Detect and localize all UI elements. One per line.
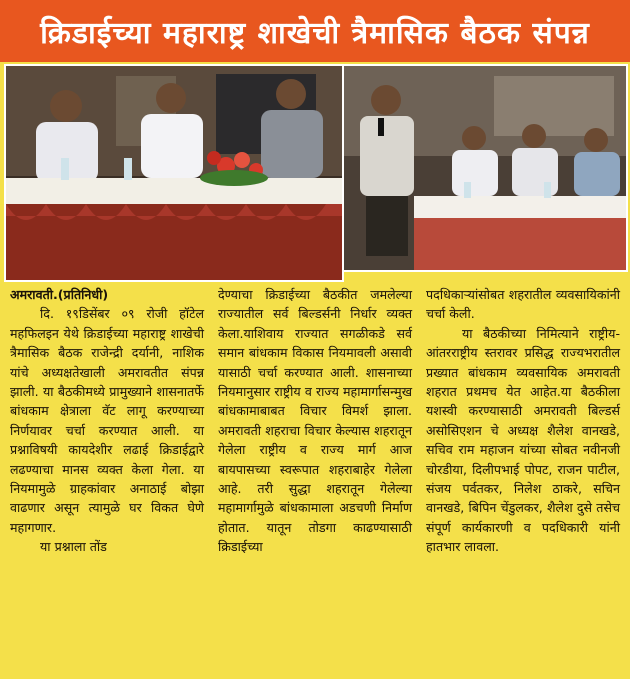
meeting-photo bbox=[4, 64, 344, 282]
article-body bbox=[10, 285, 622, 675]
article-column-3 bbox=[426, 285, 620, 675]
article-column-2 bbox=[218, 285, 412, 675]
headline-title: क्रिडाईच्या महाराष्ट्र शाखेची त्रैमासिक बैठक संपन्न bbox=[40, 15, 590, 51]
dateline: अमरावती.(प्रतिनिधी) bbox=[10, 287, 109, 302]
paragraph: पदधिकाऱ्यांसोबत शहरातील व्यवसायिकांनी चर्चा केली. bbox=[426, 287, 620, 322]
paragraph: या प्रश्नाला तोंड bbox=[40, 539, 107, 555]
paragraph: या बैठकीच्या निमित्याने राष्ट्रीय- आंतरराष्ट्रीय स्तरावर प्रसिद्ध राज्यभरातील प्रख्यात बांधकाम व्यवसायिक अमरावती शहरात प्रथमच येत आहेत.या बैठकीला यशस्वी करण्यासाठी अमरावती बिल्डर्स असोसिएशन चे अध्यक्ष शैलेश वानखडे, सचिव राम महाजन यांच्या सोबत नवीनजी चोरडीया, दिलीपभाई पोपट, राजन पाटील, संजय पर्वतकर, निलेश ठाकरे, सचिन वानखडे, बिपिन चेंडुलकर, शैलेश दुसे तसेच संपूर्ण कार्यकारणी व पदधिकारी यांनी हातभार लावला. bbox=[426, 325, 620, 555]
paragraph: दि. १९डिसेंबर ०९ रोजी हॉटेल महफिलइन येथे क्रिडाईच्या महाराष्ट्र शाखेची त्रैमासिक बैठक राजेन्द्री दर्यानी, नाशिक यांचे अध्यक्षतेखाली अमरावतीत संपन्न झाली. या बैठकीमध्ये प्रामुख्याने शासनातर्फे बांधकाम क्षेत्राला वॅट लागू करण्याच्या निर्णयावर चर्चा करण्यात आली. या प्रश्नाविषयी कायदेशीर लढाई क्रिडाईद्वारे लढण्याचा मानस व्यक्त केला गेला. या नियमामुळे ग्राहकांवार अनाठाई बोझा वाढणार असून त्यामुळे घर विकत घेणे महागणार. bbox=[10, 306, 204, 535]
paragraph: देण्याचा क्रिडाईच्या बैठकीत जमलेल्या राज्यातील सर्व बिल्डर्सनी निर्धार व्यक्त केला.याशिवाय राज्यात सगळीकडे सर्व समान बांधकाम विकास नियमावली असावी यासाठी चर्चा करण्यात आली. शासनाच्या नियमानुसार राष्ट्रीय व राज्य महामार्गासन्मुख बांधकामाबाबत विचार विमर्श झाला. अमरावती शहराचा विचार केल्यास शहरातून गेलेला राष्ट्रीय व राज्य मार्ग आज बायपासच्या स्वरूपात शहराबाहेर गेलेला आहे. तरी सुद्धा शहरातून गेलेल्या महामार्गामुळे बांधकामाला अडचणी निर्माण होतात. यातून तोडगा काढण्यासाठी क्रिडाईच्या bbox=[218, 287, 412, 555]
headline-banner bbox=[0, 0, 630, 62]
article-column-1 bbox=[10, 285, 204, 675]
meeting-photo-icon bbox=[6, 66, 342, 280]
speaker-photo bbox=[342, 64, 628, 272]
speaker-photo-icon bbox=[344, 66, 626, 270]
